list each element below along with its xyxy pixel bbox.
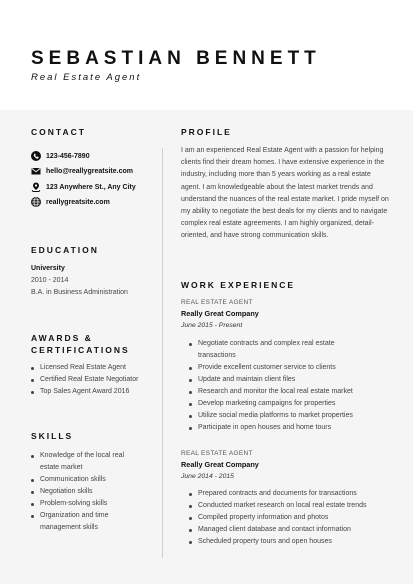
- contact-phone: [31, 149, 90, 163]
- contact-website[interactable]: [31, 195, 110, 209]
- candidate-name: SEBASTIAN BENNETT: [31, 48, 321, 69]
- list-item: Licensed Real Estate Agent: [31, 362, 138, 374]
- job-entry-2: [181, 449, 396, 482]
- phone-text: 123-456-7890: [46, 152, 90, 160]
- job-title: Real Estate Agent: [31, 72, 142, 83]
- list-item: Utilize social media platforms to market properties: [189, 410, 394, 422]
- profile-text: I am an experienced Real Estate Agent with a passion for helping clients find their dream homes. I have extensive experience in the industry, including more than 5 years working as a real estate agent. I am knowledgeable about the latest market trends and understand the nuances of the real estate market. I pride myself on my ability to negotiate the best deals for my clients and to navigate complex real estate agreements. I am highly organized, detail-oriented, and have strong communication skills.: [181, 147, 389, 240]
- list-item: Conducted market research on local real estate trends: [189, 500, 394, 512]
- list-item: Develop marketing campaigns for properties: [189, 398, 394, 410]
- experience-heading: WORK EXPERIENCE: [181, 280, 296, 290]
- list-item: Organization and time management skills: [31, 510, 151, 534]
- list-item: Research and monitor the local real estate market: [189, 386, 394, 398]
- job-dates: June 2015 - Present: [181, 322, 243, 329]
- job-2-duties: [189, 488, 394, 548]
- education-degree: B.A. in Business Administration: [31, 289, 128, 296]
- column-divider: [162, 148, 163, 558]
- job-label: REAL ESTATE AGENT: [181, 299, 253, 306]
- awards-list: [31, 362, 138, 398]
- address-text: 123 Anywhere St., Any City: [46, 183, 136, 191]
- education-block: [31, 263, 128, 299]
- phone-icon: [31, 151, 41, 161]
- skills-list: [31, 450, 151, 534]
- awards-heading: [31, 332, 130, 356]
- contact-heading: CONTACT: [31, 127, 86, 137]
- job-company: Really Great Company: [181, 460, 259, 469]
- globe-icon: [31, 197, 41, 207]
- job-dates: June 2014 - 2015: [181, 473, 234, 480]
- contact-email[interactable]: [31, 164, 133, 178]
- list-item: Update and maintain client files: [189, 374, 394, 386]
- job-1-duties: [189, 338, 394, 434]
- list-item: Negotiation skills: [31, 486, 151, 498]
- contact-address: [31, 180, 136, 194]
- list-item: Problem-solving skills: [31, 498, 151, 510]
- list-item: Knowledge of the local real estate market: [31, 450, 151, 474]
- list-item: Top Sales Agent Award 2016: [31, 386, 138, 398]
- list-item: Provide excellent customer service to clients: [189, 362, 394, 374]
- skills-heading: SKILLS: [31, 431, 74, 441]
- job-entry-1: [181, 298, 396, 331]
- location-icon: [31, 182, 41, 192]
- job-company: Really Great Company: [181, 309, 259, 318]
- education-heading: EDUCATION: [31, 245, 99, 255]
- education-school: University: [31, 265, 65, 272]
- list-item: Managed client database and contact information: [189, 524, 394, 536]
- awards-heading-line1: AWARDS &: [31, 333, 93, 343]
- list-item: Participate in open houses and home tours: [189, 422, 394, 434]
- education-years: 2010 - 2014: [31, 277, 69, 284]
- list-item: Compiled property information and photos: [189, 512, 394, 524]
- list-item: Scheduled property tours and open houses: [189, 536, 394, 548]
- mail-icon: [31, 166, 41, 176]
- website-text: reallygreatsite.com: [46, 198, 110, 206]
- profile-heading: PROFILE: [181, 127, 232, 137]
- list-item: Communication skills: [31, 474, 151, 486]
- job-label: REAL ESTATE AGENT: [181, 450, 253, 457]
- header: [0, 0, 413, 118]
- list-item: Prepared contracts and documents for transactions: [189, 488, 394, 500]
- list-item: Negotiate contracts and complex real estate transactions: [189, 338, 394, 362]
- email-text: hello@reallygreatsite.com: [46, 167, 133, 175]
- awards-heading-line2: CERTIFICATIONS: [31, 345, 130, 355]
- list-item: Certified Real Estate Negotiator: [31, 374, 138, 386]
